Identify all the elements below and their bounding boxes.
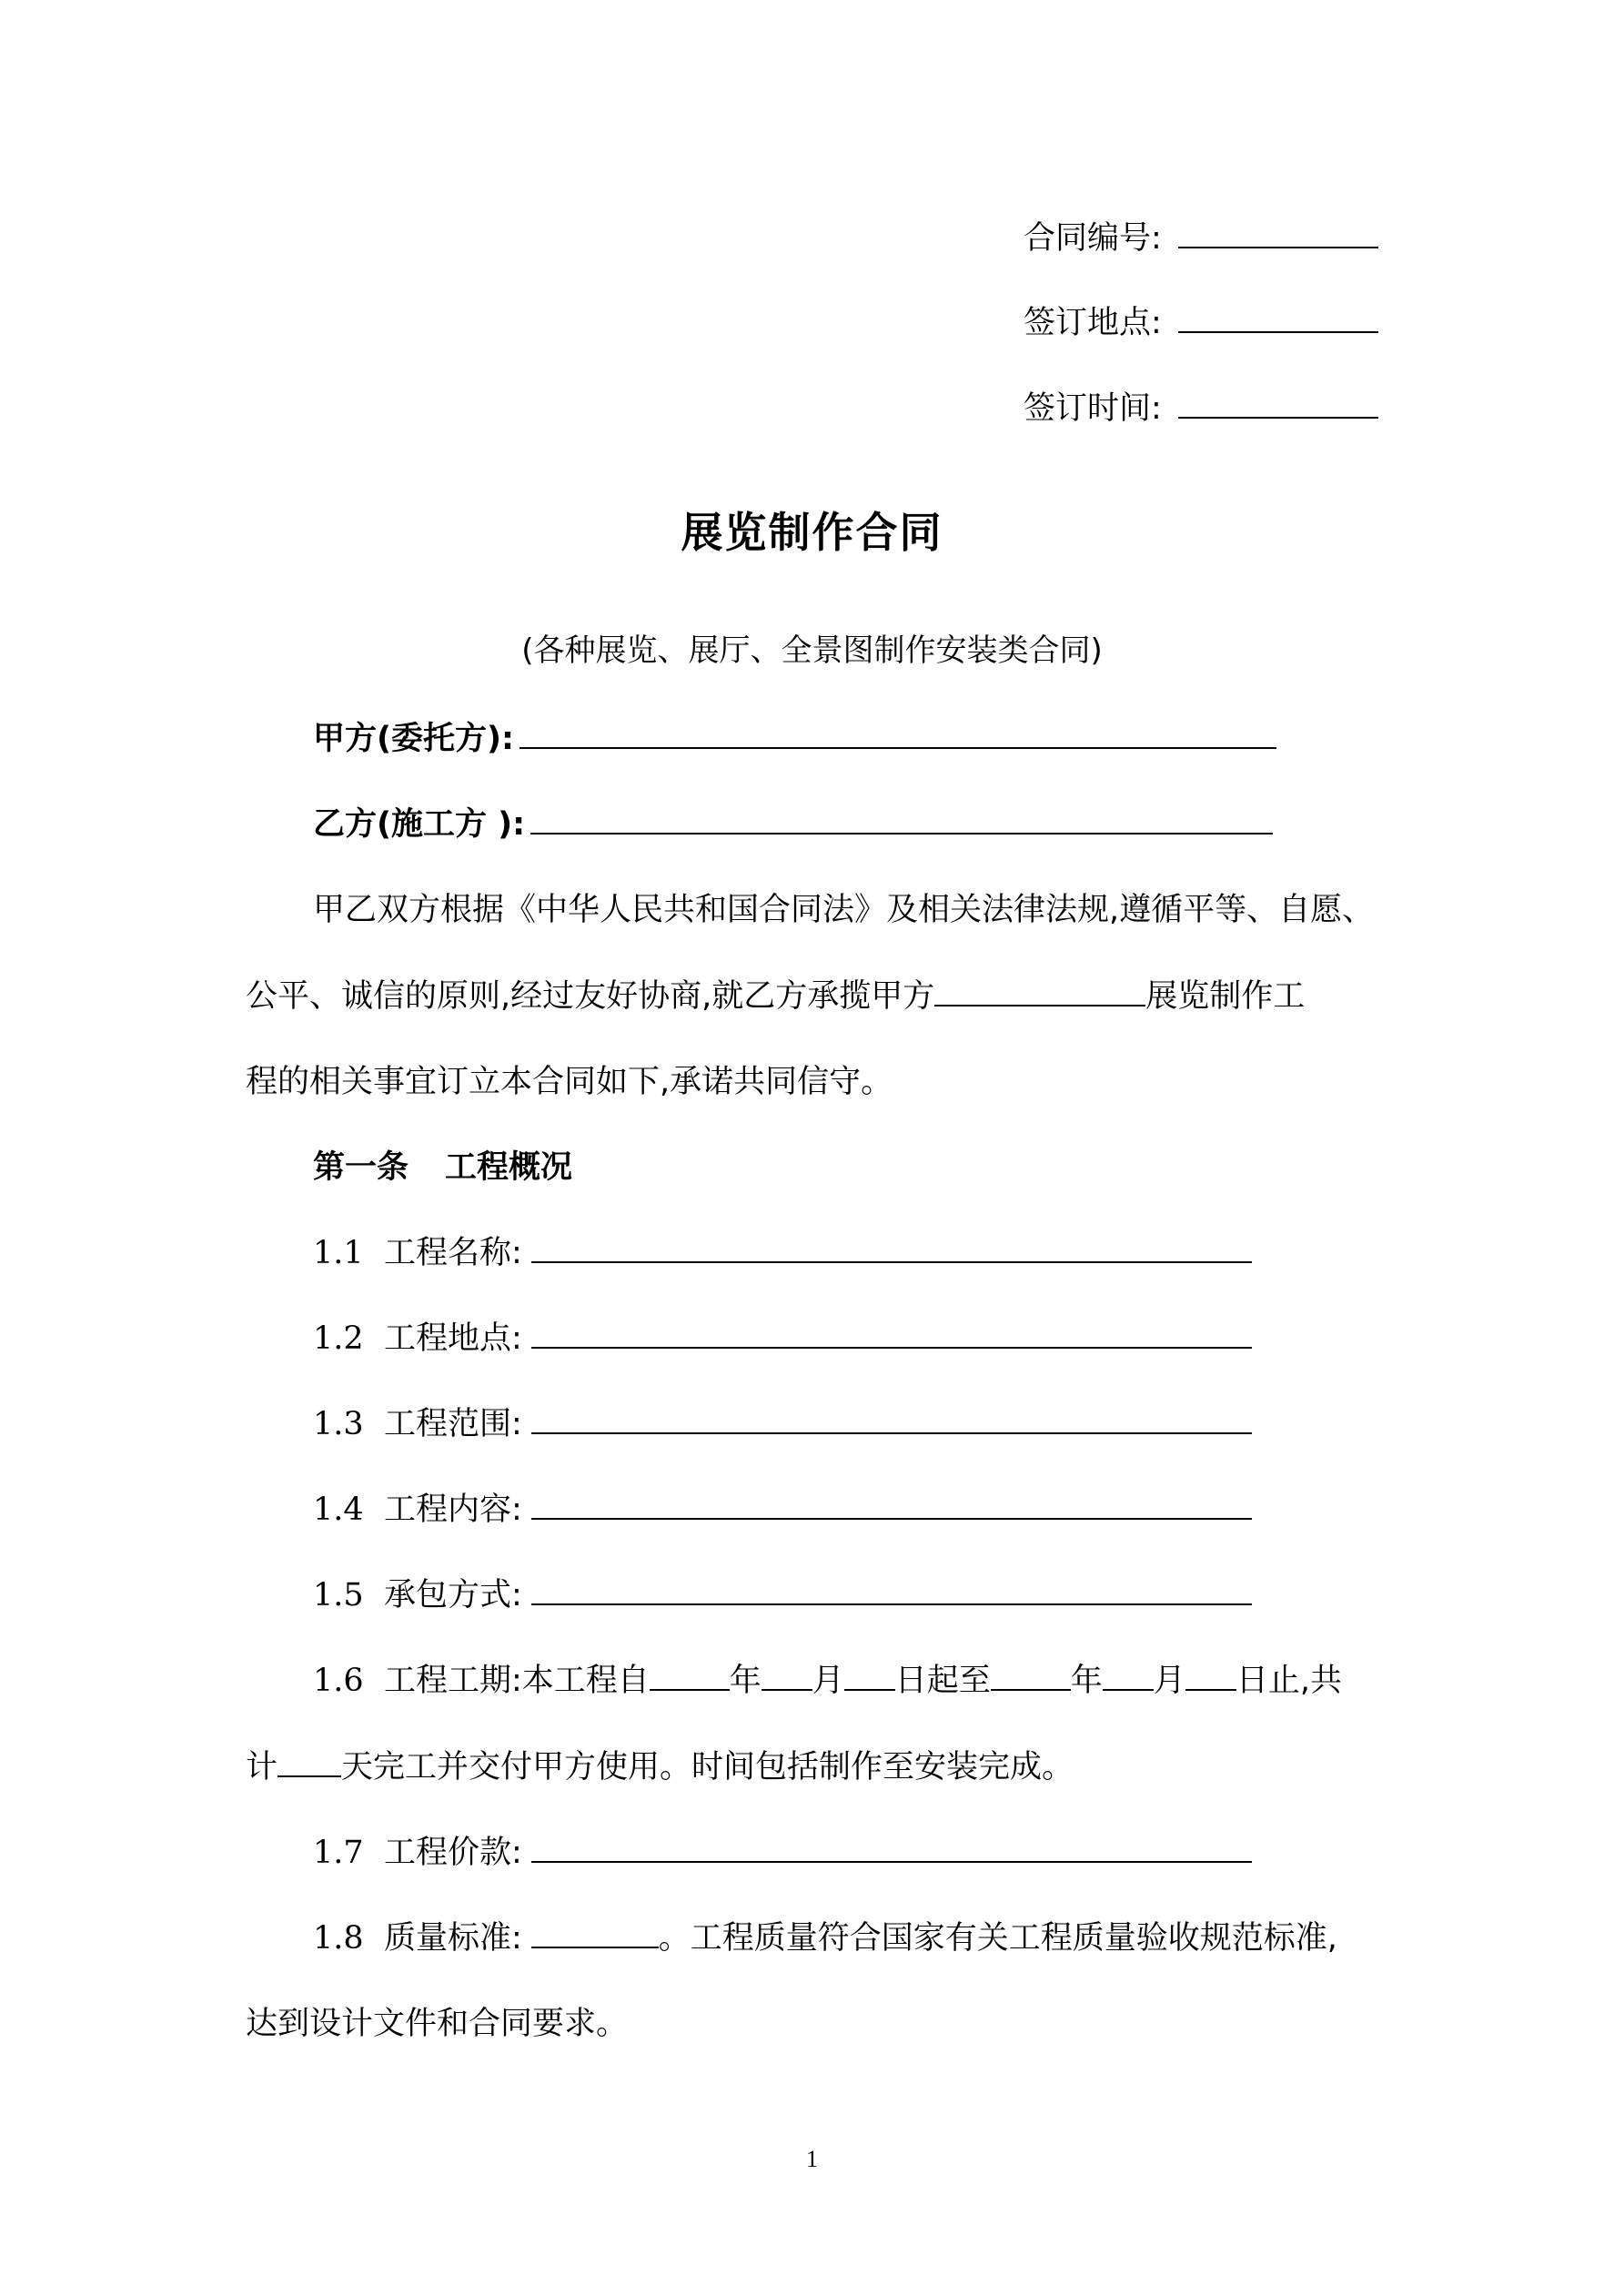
item-1-7-no: 1.7 [313,1835,364,1871]
item-1-4-no: 1.4 [313,1492,364,1528]
item-1-8-label: 质量标准: [383,1920,522,1957]
start-year-blank[interactable] [650,1658,730,1691]
party-a-line [313,716,1276,762]
item-1-8 [313,1916,1337,1961]
intro-line-2a: 公平、诚信的原则,经过友好协商,就乙方承揽甲方 [246,978,935,1015]
article-1-title: 工程概况 [445,1149,573,1186]
sign-time-field [1024,386,1378,431]
project-content-blank[interactable] [531,1487,1252,1520]
item-1-1-label: 工程名称: [383,1235,522,1271]
total-days-blank[interactable] [277,1745,341,1777]
intro-line-1: 甲乙双方根据《中华人民共和国合同法》及相关法律法规,遵循平等、自愿、 [313,892,1375,928]
start-year-label: 年 [729,1663,762,1699]
item-1-2 [313,1316,1252,1361]
item-1-6-text-2: 计 [246,1749,278,1785]
start-month-blank[interactable] [762,1658,812,1691]
item-1-7-label: 工程价款: [383,1835,522,1871]
quality-standard-blank[interactable] [531,1916,659,1948]
item-1-5 [313,1573,1252,1618]
document-title: 展览制作合同 [681,508,943,557]
item-1-5-no: 1.5 [313,1577,364,1613]
project-name-blank[interactable] [531,1230,1252,1263]
party-b-blank[interactable] [530,802,1273,834]
sign-time-blank[interactable] [1178,391,1378,419]
item-1-2-no: 1.2 [313,1320,364,1357]
project-location-blank[interactable] [531,1316,1252,1349]
intro-line-3: 程的相关事宜订立本合同如下,承诺共同信守。 [246,1064,893,1100]
item-1-3-no: 1.3 [313,1406,364,1442]
start-day-label: 日起至 [894,1663,991,1699]
end-day-label: 日止,共 [1236,1663,1342,1699]
item-1-7 [313,1830,1252,1876]
item-1-3 [313,1401,1252,1447]
start-day-blank[interactable] [844,1658,895,1691]
sign-place-label: 签订地点: [1024,305,1162,341]
contract-no-label: 合同编号: [1024,220,1162,257]
end-year-label: 年 [1070,1663,1103,1699]
item-1-8-cont: 达到设计文件和合同要求。 [246,2006,629,2042]
party-b-label: 乙方(施工方 ): [313,806,526,843]
item-1-6 [313,1658,1342,1704]
item-1-5-label: 承包方式: [383,1577,522,1613]
end-day-blank[interactable] [1185,1658,1236,1691]
end-year-blank[interactable] [991,1658,1071,1691]
end-month-blank[interactable] [1103,1658,1154,1691]
item-1-6-no: 1.6 [313,1663,364,1699]
contract-mode-blank[interactable] [531,1573,1252,1605]
party-a-blank[interactable] [519,716,1276,749]
item-1-6-cont [246,1745,1074,1790]
item-1-8-no: 1.8 [313,1920,364,1957]
contract-no-field [1024,216,1378,261]
party-b-line [313,802,1273,847]
article-1-heading [313,1145,572,1190]
item-1-6-text-1: 本工程自 [521,1663,650,1699]
page-number: 1 [806,2146,818,2172]
party-a-label: 甲方(委托方): [313,721,514,757]
sign-place-blank[interactable] [1178,306,1378,333]
item-1-4-label: 工程内容: [383,1492,522,1528]
project-price-blank[interactable] [531,1830,1252,1863]
item-1-6-text-3: 天完工并交付甲方使用。时间包括制作至安装完成。 [341,1749,1074,1785]
item-1-6-label: 工程工期: [383,1663,522,1699]
intro-line-2 [246,974,1305,1019]
intro-line-2b: 展览制作工 [1145,978,1306,1015]
start-month-label: 月 [812,1663,844,1699]
article-1-no: 第一条 [313,1149,409,1186]
project-scope-blank[interactable] [531,1401,1252,1434]
item-1-2-label: 工程地点: [383,1320,522,1357]
item-1-8-text-a: 。工程质量符合国家有关工程质量验收规范标准, [658,1920,1337,1957]
exhibition-name-blank[interactable] [934,974,1145,1006]
end-month-label: 月 [1153,1663,1185,1699]
item-1-3-label: 工程范围: [383,1406,522,1442]
item-1-1 [313,1230,1252,1276]
contract-no-blank[interactable] [1178,221,1378,248]
document-subtitle: (各种展览、展厅、全景图制作安装类合同) [521,632,1103,669]
sign-time-label: 签订时间: [1024,390,1162,427]
item-1-4 [313,1487,1252,1532]
item-1-1-no: 1.1 [313,1235,364,1271]
sign-place-field [1024,300,1378,346]
